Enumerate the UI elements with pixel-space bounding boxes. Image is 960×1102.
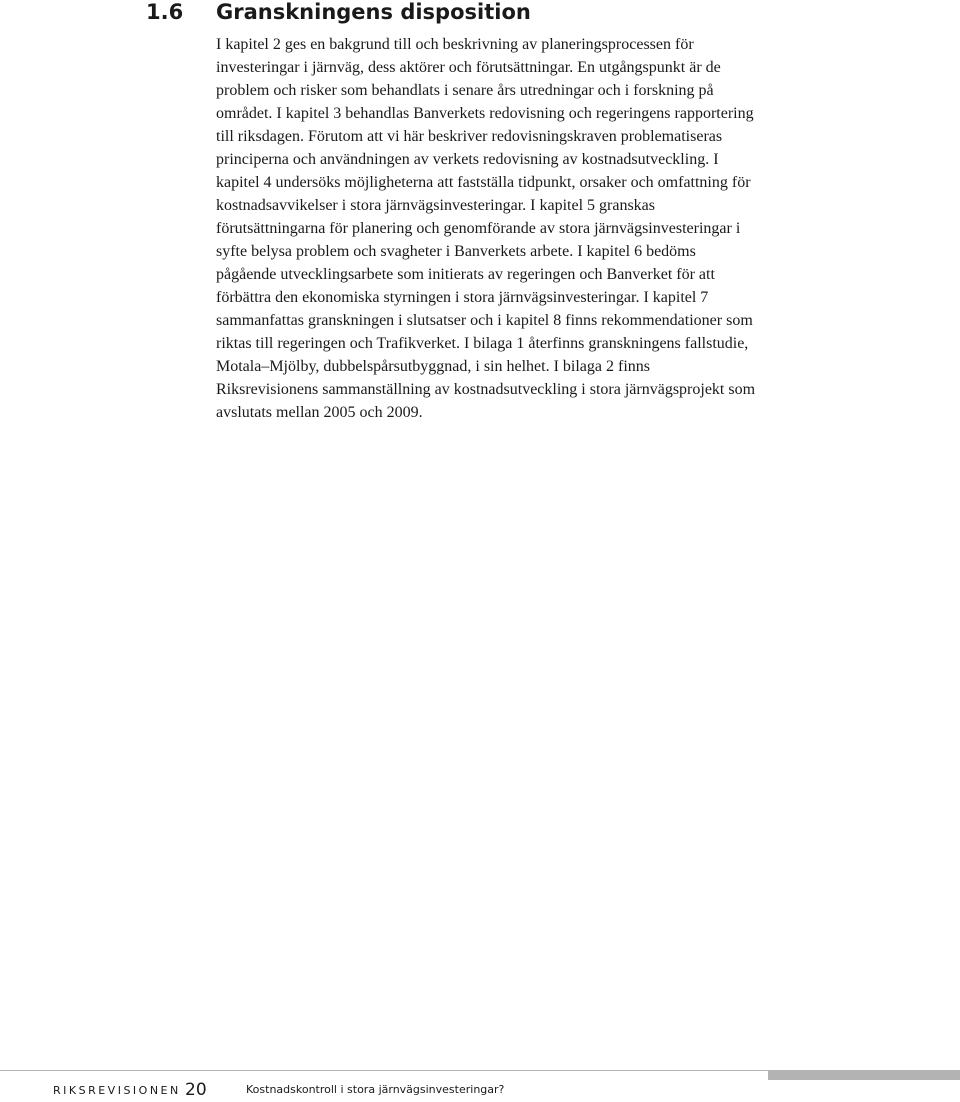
footer-divider	[0, 1070, 768, 1071]
section-number: 1.6	[146, 0, 184, 24]
footer-organization: RIKSREVISIONEN	[53, 1084, 181, 1097]
footer-accent-bar	[768, 1070, 960, 1080]
page-footer	[0, 1070, 960, 1102]
page-number: 20	[185, 1080, 207, 1100]
section-heading	[146, 0, 531, 24]
body-paragraph: I kapitel 2 ges en bakgrund till och beskrivning av planeringsprocessen för investeringar i järnväg, dess aktörer och förutsättningar. En utgångspunkt är de problem och risker som behandlats i senare års utredningar och i forskning på området. I kapitel 3 behandlas Banverkets redovisning och regeringens rapportering till riksdagen. Förutom att vi här beskriver redovisningskraven problematiseras principerna och användningen av verkets redovisning av kostnadsutveckling. I kapitel 4 undersöks möjligheterna att fastställa tidpunkt, orsaker och omfattning för kostnadsavvikelser i stora järnvägsinvesteringar. I kapitel 5 granskas förutsättningarna för planering och genomförande av stora järnvägsinvesteringar i syfte belysa problem och svagheter i Banverkets arbete. I kapitel 6 bedöms pågående utvecklingsarbete som initierats av regeringen och Banverket för att förbättra den ekonomiska styrningen i stora järnvägsinvesteringar. I kapitel 7 sammanfattas granskningen i slutsatser och i kapitel 8 finns rekommendationer som riktas till regeringen och Trafikverket. I bilaga 1 återfinns granskningens fallstudie, Motala–Mjölby, dubbelspårsutbyggnad, i sin helhet. I bilaga 2 finns Riksrevisionens sammanställning av kostnadsutveckling i stora järnvägsprojekt som avslutats mellan 2005 och 2009.	[216, 36, 756, 421]
section-title: Granskningens disposition	[216, 0, 531, 24]
footer-document-title: Kostnadskontroll i stora järnvägsinvesteringar?	[246, 1083, 505, 1096]
